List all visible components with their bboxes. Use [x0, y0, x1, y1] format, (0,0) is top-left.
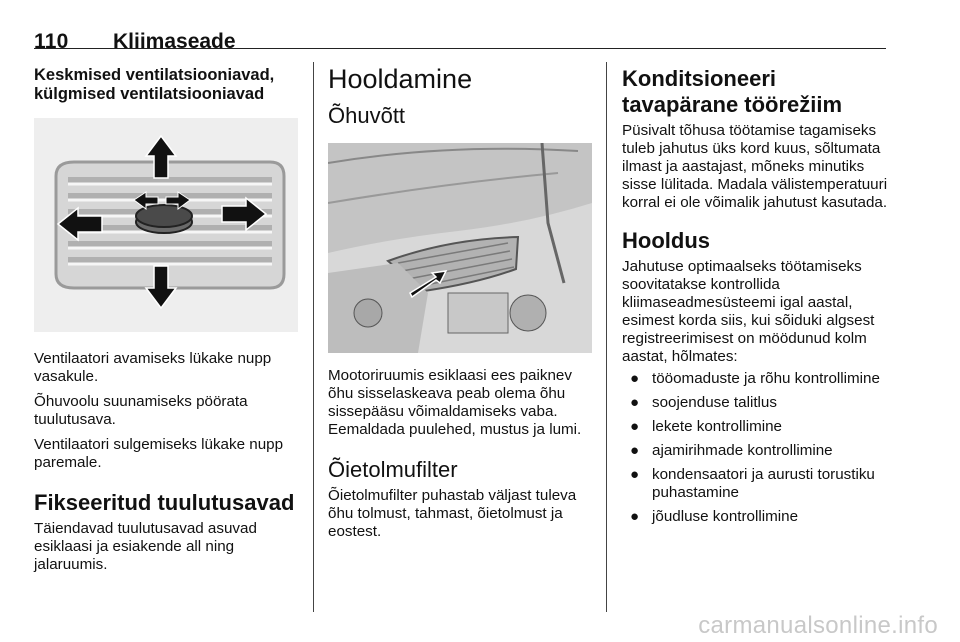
- service-heading: Hooldus: [622, 228, 710, 253]
- column-divider-1: [313, 62, 314, 612]
- air-intake-figure: [328, 143, 592, 353]
- vent-figure: [34, 118, 298, 332]
- header-rule: [34, 48, 886, 49]
- engine-bay-illustration: [328, 143, 592, 353]
- vent-direct-text: Õhuvoolu suunamiseks pöörata tuulutusava.: [34, 393, 248, 428]
- service-text: Jahutuse optimaalseks töötamiseks soovitatakse kontrollida kliimaseadmesüsteemi igal aastal, esimest korda siis, kui sõiduki algsest registreerimisest on möödunud kolm aastat, hõlmates:: [622, 258, 875, 365]
- care-heading: Hooldamine: [328, 64, 473, 94]
- list-item: ● lekete kontrollimine: [630, 418, 782, 435]
- list-item: ● tööomaduste ja rõhu kontrollimine: [630, 370, 880, 387]
- list-item: ● ajamirihmade kontrollimine: [630, 442, 833, 459]
- bullet-icon: ●: [630, 466, 640, 483]
- bullet-icon: ●: [630, 370, 640, 387]
- fixed-vents-heading: Fikseeritud tuulutusavad: [34, 490, 295, 515]
- page-number: 110: [34, 30, 69, 53]
- fixed-vents-text: Täiendavad tuulutusavad asuvad esiklaasi ja esiakende all ning jalaruumis.: [34, 520, 257, 573]
- column-1: [34, 62, 300, 574]
- pollen-filter-heading: Õietolmufilter: [328, 457, 458, 482]
- regular-operation-text: Püsivalt tõhusa töötamise tagamiseks tuleb jahutus üks kord kuus, sõltumata ilmast ja aastajast, mõneks minutiks sisse lülitada. Madala välistemperatuuri korral ei ole võimalik jahutust kasutada.: [622, 122, 888, 211]
- page-header: [34, 24, 886, 53]
- air-intake-heading: Õhuvõtt: [328, 103, 406, 128]
- list-item: ● kondensaatori ja aurusti torustiku puhastamine: [630, 466, 875, 501]
- column-divider-2: [606, 62, 607, 612]
- vent-close-text: Ventilaatori sulgemiseks lükake nupp paremale.: [34, 436, 284, 471]
- regular-operation-heading: Konditsioneeri tavapärane töörežiim: [622, 66, 843, 117]
- list-item: ● soojenduse talitlus: [630, 394, 777, 411]
- bullet-icon: ●: [630, 508, 640, 525]
- vent-open-text: Ventilaatori avamiseks lükake nupp vasakule.: [34, 350, 272, 385]
- bullet-icon: ●: [630, 394, 640, 411]
- chapter-title: Kliimaseade: [113, 30, 236, 53]
- pollen-filter-text: Õietolmufilter puhastab väljast tuleva õhu tolmust, tahmast, õietolmust ja eostest.: [328, 487, 577, 540]
- service-checklist: [622, 370, 888, 526]
- bullet-icon: ●: [630, 442, 640, 459]
- column-2: [328, 62, 594, 541]
- vent-illustration: [34, 118, 298, 332]
- vents-heading: Keskmised ventilatsiooniavad, külgmised ventilatsiooniavad: [34, 66, 275, 103]
- air-intake-text: Mootoriruumis esiklaasi ees paiknev õhu sisselaskeava peab olema õhu sissepääsu võimaldamiseks vaba. Eemaldada puulehed, mustus ja lumi.: [328, 367, 582, 438]
- column-3: [622, 62, 888, 532]
- watermark: carmanualsonline.info: [698, 612, 938, 639]
- list-item: ● jõudluse kontrollimine: [630, 508, 799, 525]
- bullet-icon: ●: [630, 418, 640, 435]
